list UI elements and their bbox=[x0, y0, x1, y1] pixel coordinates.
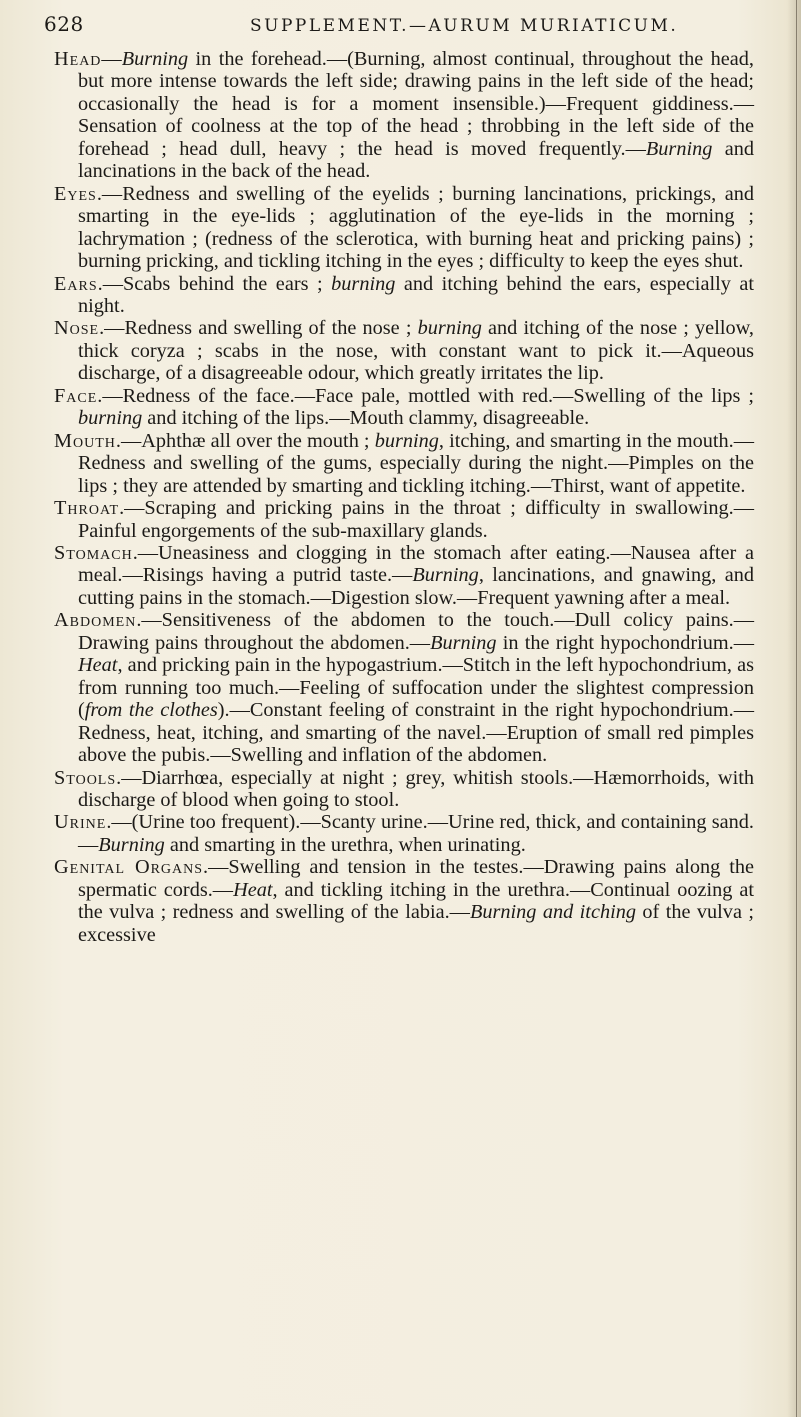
section-text: ).—Constant feeling of constraint in the right hypochondrium.—Redness, heat, itching, and smarting of the navel.—Eruption of small red pimples above the pubis.—Swelling and inflation of the abdomen. bbox=[78, 699, 755, 767]
italic-text: Burning bbox=[121, 48, 189, 70]
section-text: .—Scabs behind the ears ; bbox=[97, 272, 332, 295]
italic-text: Burning bbox=[412, 564, 479, 587]
section-label: Throat bbox=[54, 497, 120, 520]
section-label: Eyes bbox=[54, 182, 97, 205]
section-text: in the right hypochondrium.— bbox=[496, 631, 754, 654]
page-number: 628 bbox=[44, 12, 84, 36]
section-text: and itching behind the ears, especially at night. bbox=[78, 272, 755, 317]
section-text: .—Diarrhœa, especially at night ; grey, whitish stools.—Hæmorrhoids, with discharge of blood when going to stool. bbox=[78, 766, 754, 811]
section-text: .—Scraping and pricking pains in the throat ; difficulty in swallowing.—Painful engorgements of the sub-maxillary glands. bbox=[78, 497, 754, 542]
italic-text: burning bbox=[78, 407, 143, 430]
italic-text: from the clothes bbox=[84, 699, 218, 722]
section-eyes bbox=[54, 183, 754, 273]
section-label: Nose bbox=[54, 317, 100, 340]
italic-text: Burning bbox=[430, 631, 497, 654]
section-text: and smarting in the urethra, when urinating. bbox=[164, 833, 526, 856]
section-urine bbox=[54, 811, 754, 856]
section-label: Head bbox=[54, 48, 102, 70]
section-text: .—Redness of the face.—Face pale, mottled with red.—Swelling of the lips ; bbox=[97, 384, 754, 407]
section-text: and lancinations in the back of the head. bbox=[78, 137, 754, 183]
section-label: Mouth bbox=[54, 429, 116, 452]
section-label: Ears bbox=[54, 272, 98, 295]
italic-text: Burning bbox=[98, 833, 165, 856]
section-label: Stools bbox=[54, 766, 117, 789]
section-label: Abdomen bbox=[54, 609, 137, 632]
section-text: .—Swelling and tension in the testes.—Drawing pains along the spermatic cords.— bbox=[78, 856, 754, 901]
italic-text: Heat bbox=[78, 654, 118, 677]
section-label: Genital Organs bbox=[54, 856, 204, 879]
section-text: and itching of the lips.—Mouth clammy, disagreeable. bbox=[142, 407, 590, 430]
section-text: , and pricking pain in the hypogastrium.—Stitch in the left hypochondrium, as from running too much.—Feeling of suffocation under the slightest compression ( bbox=[78, 654, 754, 722]
section-text: — bbox=[101, 48, 122, 70]
section-head bbox=[54, 48, 754, 183]
section-text: .—Redness and swelling of the nose ; bbox=[99, 317, 418, 340]
section-label: Face bbox=[54, 384, 98, 407]
italic-text: Burning and itching bbox=[469, 901, 637, 924]
section-nose bbox=[54, 317, 754, 384]
section-text: .—(Urine too frequent).—Scanty urine.—Urine red, thick, and containing sand.— bbox=[78, 811, 754, 856]
italic-text: burning bbox=[331, 272, 396, 295]
section-stools bbox=[54, 767, 754, 812]
section-throat bbox=[54, 497, 754, 542]
section-text: , itching, and smarting in the mouth.—Redness and swelling of the gums, especially during the night.—Pimples on the lips ; they are attended by smarting and tickling itching.—Thirst, want of appetite. bbox=[78, 429, 755, 497]
italic-text: Heat bbox=[233, 878, 273, 901]
section-text: , and tickling itching in the urethra.—Continual oozing at the vulva ; redness and swelling of the labia.— bbox=[78, 878, 754, 924]
section-text: .—Redness and swelling of the eyelids ; burning lancinations, prickings, and smarting in the eye-lids ; agglutination of the eye-lids in the morning ; lachrymation ; (redness of the sclerotica, with burning heat and pricking pains) ; burning pricking, and tickling itching in the eyes ; difficulty to keep the eyes shut. bbox=[78, 182, 754, 273]
body-text bbox=[54, 48, 754, 946]
italic-text: burning bbox=[374, 429, 439, 452]
italic-text: burning bbox=[417, 317, 482, 340]
section-ears bbox=[54, 273, 754, 318]
section-text: and itching of the nose ; yellow, thick coryza ; scabs in the nose, with constant want to pick it.—Aqueous discharge, of a disagreeable odour, which greatly irritates the lip. bbox=[78, 317, 754, 385]
section-text: .—Aphthæ all over the mouth ; bbox=[115, 429, 375, 452]
italic-text: Burning bbox=[645, 137, 713, 160]
running-head: SUPPLEMENT.—AURUM MURIATICUM. bbox=[250, 16, 679, 36]
section-genital-organs bbox=[54, 856, 754, 946]
section-text: .—Sensitiveness of the abdomen to the touch.—Dull colicy pains.—Drawing pains throughout the abdomen.— bbox=[78, 609, 754, 654]
page-edge-shadow bbox=[787, 0, 801, 1417]
section-label: Urine bbox=[54, 811, 107, 834]
section-abdomen bbox=[54, 609, 754, 766]
page-edge-line bbox=[796, 0, 797, 1417]
section-mouth bbox=[54, 430, 754, 497]
section-text: .—Uneasiness and clogging in the stomach after eating.—Nausea after a meal.—Risings having a putrid taste.— bbox=[78, 541, 754, 587]
section-label: Stomach bbox=[54, 541, 133, 564]
section-face bbox=[54, 385, 754, 430]
section-text: of the vulva ; excessive bbox=[78, 901, 754, 946]
section-stomach bbox=[54, 542, 754, 609]
section-text: in the forehead.—(Burning, almost continual, throughout the head, but more intense towards the left side; drawing pains in the left side of the head; occasionally the head is for a moment insensible.)—Frequent giddiness.—Sensation of coolness at the top of the head ; throbbing in the left side of the forehead ; head dull, heavy ; the head is moved frequently.— bbox=[78, 48, 754, 160]
section-text: , lancinations, and gnawing, and cutting pains in the stomach.—Digestion slow.—Frequent yawning after a meal. bbox=[78, 564, 754, 609]
